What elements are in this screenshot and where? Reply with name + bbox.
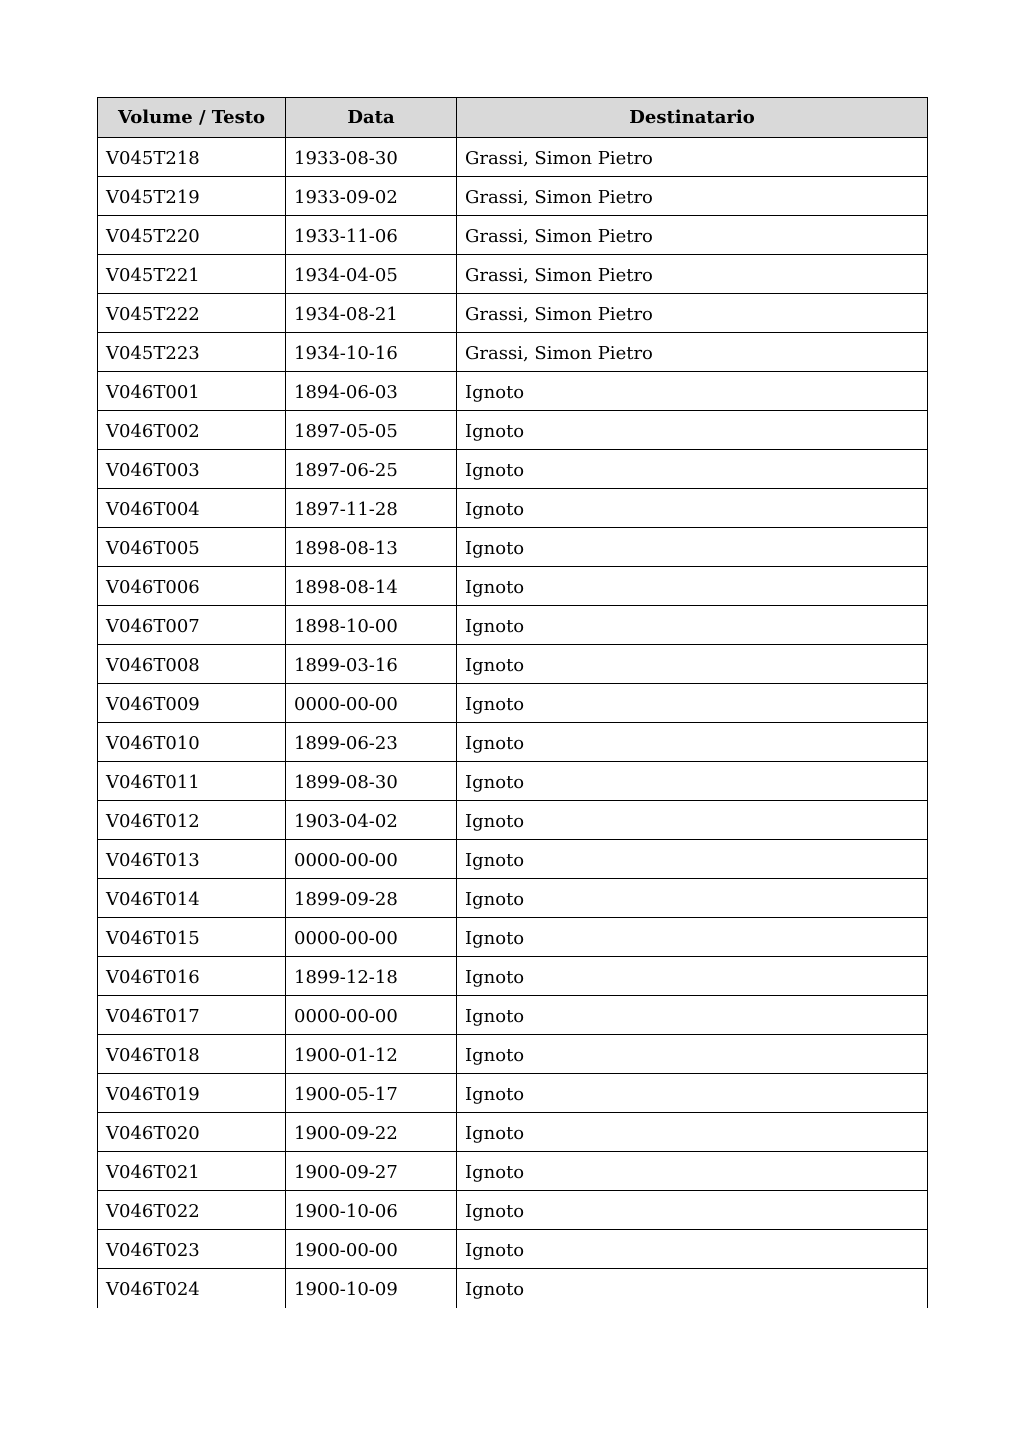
cell-destinatario: Ignoto bbox=[457, 1035, 928, 1074]
cell-volume-testo: V045T223 bbox=[98, 333, 286, 372]
cell-destinatario: Grassi, Simon Pietro bbox=[457, 138, 928, 177]
cell-data: 1900-09-27 bbox=[286, 1152, 457, 1191]
cell-data: 1900-10-09 bbox=[286, 1269, 457, 1308]
cell-destinatario: Grassi, Simon Pietro bbox=[457, 333, 928, 372]
table-row bbox=[98, 216, 928, 255]
table-row bbox=[98, 762, 928, 801]
cell-data: 1899-06-23 bbox=[286, 723, 457, 762]
cell-data: 1894-06-03 bbox=[286, 372, 457, 411]
cell-volume-testo: V046T002 bbox=[98, 411, 286, 450]
table-row bbox=[98, 1191, 928, 1230]
table-row bbox=[98, 1269, 928, 1308]
cell-destinatario: Ignoto bbox=[457, 1269, 928, 1308]
cell-destinatario: Ignoto bbox=[457, 645, 928, 684]
table-row bbox=[98, 528, 928, 567]
cell-destinatario: Grassi, Simon Pietro bbox=[457, 216, 928, 255]
cell-destinatario: Ignoto bbox=[457, 372, 928, 411]
cell-destinatario: Ignoto bbox=[457, 1230, 928, 1269]
cell-data: 1934-08-21 bbox=[286, 294, 457, 333]
cell-volume-testo: V046T008 bbox=[98, 645, 286, 684]
cell-destinatario: Ignoto bbox=[457, 528, 928, 567]
cell-data: 1933-11-06 bbox=[286, 216, 457, 255]
table-row bbox=[98, 840, 928, 879]
table-row bbox=[98, 1152, 928, 1191]
cell-data: 1898-10-00 bbox=[286, 606, 457, 645]
cell-destinatario: Grassi, Simon Pietro bbox=[457, 177, 928, 216]
table-row bbox=[98, 450, 928, 489]
cell-volume-testo: V046T018 bbox=[98, 1035, 286, 1074]
table-row bbox=[98, 996, 928, 1035]
cell-data: 1900-10-06 bbox=[286, 1191, 457, 1230]
cell-data: 1897-11-28 bbox=[286, 489, 457, 528]
cell-data: 1900-00-00 bbox=[286, 1230, 457, 1269]
table-row bbox=[98, 1113, 928, 1152]
cell-volume-testo: V046T009 bbox=[98, 684, 286, 723]
table-row bbox=[98, 177, 928, 216]
cell-destinatario: Ignoto bbox=[457, 411, 928, 450]
cell-destinatario: Ignoto bbox=[457, 450, 928, 489]
cell-volume-testo: V045T221 bbox=[98, 255, 286, 294]
cell-destinatario: Ignoto bbox=[457, 762, 928, 801]
cell-volume-testo: V046T017 bbox=[98, 996, 286, 1035]
table-row bbox=[98, 372, 928, 411]
cell-destinatario: Ignoto bbox=[457, 567, 928, 606]
cell-volume-testo: V046T006 bbox=[98, 567, 286, 606]
table-row bbox=[98, 255, 928, 294]
cell-volume-testo: V046T013 bbox=[98, 840, 286, 879]
cell-destinatario: Ignoto bbox=[457, 996, 928, 1035]
cell-destinatario: Ignoto bbox=[457, 1113, 928, 1152]
table-row bbox=[98, 567, 928, 606]
cell-volume-testo: V046T016 bbox=[98, 957, 286, 996]
cell-data: 0000-00-00 bbox=[286, 918, 457, 957]
cell-destinatario: Ignoto bbox=[457, 1191, 928, 1230]
cell-data: 0000-00-00 bbox=[286, 684, 457, 723]
cell-volume-testo: V046T005 bbox=[98, 528, 286, 567]
cell-destinatario: Ignoto bbox=[457, 606, 928, 645]
cell-volume-testo: V045T219 bbox=[98, 177, 286, 216]
cell-destinatario: Ignoto bbox=[457, 957, 928, 996]
cell-data: 1933-09-02 bbox=[286, 177, 457, 216]
table-row bbox=[98, 957, 928, 996]
cell-volume-testo: V046T022 bbox=[98, 1191, 286, 1230]
cell-data: 1900-01-12 bbox=[286, 1035, 457, 1074]
cell-destinatario: Grassi, Simon Pietro bbox=[457, 294, 928, 333]
table-row bbox=[98, 411, 928, 450]
table-row bbox=[98, 1074, 928, 1113]
table-row bbox=[98, 138, 928, 177]
table-row bbox=[98, 1035, 928, 1074]
cell-destinatario: Grassi, Simon Pietro bbox=[457, 255, 928, 294]
cell-volume-testo: V046T014 bbox=[98, 879, 286, 918]
table-row bbox=[98, 801, 928, 840]
cell-volume-testo: V046T024 bbox=[98, 1269, 286, 1308]
header-destinatario: Destinatario bbox=[457, 98, 928, 138]
table-row bbox=[98, 294, 928, 333]
cell-data: 0000-00-00 bbox=[286, 996, 457, 1035]
letters-table bbox=[97, 97, 928, 1308]
table-row bbox=[98, 645, 928, 684]
cell-data: 1900-05-17 bbox=[286, 1074, 457, 1113]
table-header bbox=[98, 98, 928, 138]
table-row bbox=[98, 723, 928, 762]
cell-destinatario: Ignoto bbox=[457, 840, 928, 879]
cell-destinatario: Ignoto bbox=[457, 918, 928, 957]
cell-destinatario: Ignoto bbox=[457, 723, 928, 762]
cell-volume-testo: V045T222 bbox=[98, 294, 286, 333]
table-row bbox=[98, 333, 928, 372]
cell-volume-testo: V045T220 bbox=[98, 216, 286, 255]
cell-destinatario: Ignoto bbox=[457, 1074, 928, 1113]
cell-data: 1899-12-18 bbox=[286, 957, 457, 996]
cell-data: 1933-08-30 bbox=[286, 138, 457, 177]
table-row bbox=[98, 684, 928, 723]
table-row bbox=[98, 918, 928, 957]
cell-volume-testo: V046T010 bbox=[98, 723, 286, 762]
cell-data: 1900-09-22 bbox=[286, 1113, 457, 1152]
cell-data: 1899-03-16 bbox=[286, 645, 457, 684]
table-body bbox=[98, 138, 928, 1308]
table-row bbox=[98, 606, 928, 645]
cell-data: 1897-06-25 bbox=[286, 450, 457, 489]
cell-destinatario: Ignoto bbox=[457, 684, 928, 723]
cell-data: 1899-08-30 bbox=[286, 762, 457, 801]
cell-data: 1898-08-13 bbox=[286, 528, 457, 567]
cell-volume-testo: V046T015 bbox=[98, 918, 286, 957]
cell-volume-testo: V046T003 bbox=[98, 450, 286, 489]
table-row bbox=[98, 879, 928, 918]
cell-volume-testo: V046T020 bbox=[98, 1113, 286, 1152]
cell-data: 1897-05-05 bbox=[286, 411, 457, 450]
cell-volume-testo: V046T021 bbox=[98, 1152, 286, 1191]
cell-volume-testo: V046T001 bbox=[98, 372, 286, 411]
header-volume-testo: Volume / Testo bbox=[98, 98, 286, 138]
cell-data: 1898-08-14 bbox=[286, 567, 457, 606]
cell-destinatario: Ignoto bbox=[457, 489, 928, 528]
cell-data: 1903-04-02 bbox=[286, 801, 457, 840]
cell-volume-testo: V045T218 bbox=[98, 138, 286, 177]
table-row bbox=[98, 1230, 928, 1269]
cell-destinatario: Ignoto bbox=[457, 1152, 928, 1191]
cell-data: 1934-04-05 bbox=[286, 255, 457, 294]
cell-data: 1934-10-16 bbox=[286, 333, 457, 372]
cell-data: 1899-09-28 bbox=[286, 879, 457, 918]
cell-destinatario: Ignoto bbox=[457, 801, 928, 840]
cell-volume-testo: V046T012 bbox=[98, 801, 286, 840]
cell-data: 0000-00-00 bbox=[286, 840, 457, 879]
cell-destinatario: Ignoto bbox=[457, 879, 928, 918]
cell-volume-testo: V046T007 bbox=[98, 606, 286, 645]
cell-volume-testo: V046T019 bbox=[98, 1074, 286, 1113]
cell-volume-testo: V046T011 bbox=[98, 762, 286, 801]
cell-volume-testo: V046T004 bbox=[98, 489, 286, 528]
header-row bbox=[98, 98, 928, 138]
header-data: Data bbox=[286, 98, 457, 138]
table-row bbox=[98, 489, 928, 528]
cell-volume-testo: V046T023 bbox=[98, 1230, 286, 1269]
